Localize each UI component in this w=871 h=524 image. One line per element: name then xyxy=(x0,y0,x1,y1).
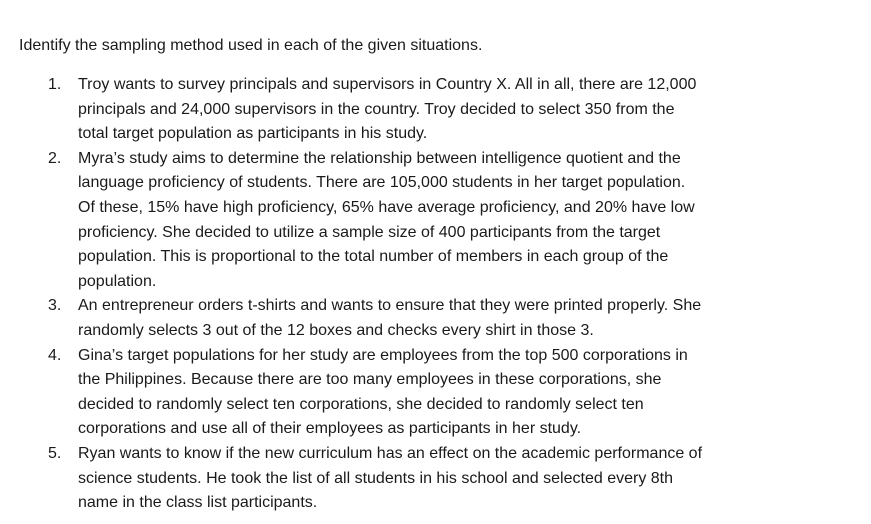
question-line: name in the class list participants. xyxy=(78,494,318,512)
question-line: Gina’s target populations for her study are employees from the top 500 corporations in xyxy=(78,346,688,364)
question-line: Myra’s study aims to determine the relationship between intelligence quotient and the xyxy=(78,149,681,167)
question-line: science students. He took the list of all students in his school and selected every 8th xyxy=(78,469,673,487)
question-line: proficiency. She decided to utilize a sample size of 400 participants from the target xyxy=(78,223,661,241)
question-number: 1. xyxy=(48,76,62,93)
question-line: principals and 24,000 supervisors in the country. Troy decided to select 350 from the xyxy=(78,100,675,118)
question-item-2 xyxy=(48,147,808,295)
question-number: 5. xyxy=(48,444,62,462)
question-number: 3. xyxy=(48,297,62,315)
question-item-5 xyxy=(48,442,808,516)
question-line: language proficiency of students. There are 105,000 students in her target population. xyxy=(78,174,686,192)
question-line: randomly selects 3 out of the 12 boxes and checks every shirt in those 3. xyxy=(78,321,594,339)
question-line: Of these, 15% have high proficiency, 65% have average proficiency, and 20% have low xyxy=(78,198,695,216)
question-line: corporations and use all of their employees as participants in her study. xyxy=(78,420,582,438)
question-line: population. xyxy=(78,272,157,290)
question-item-3 xyxy=(48,294,808,343)
question-line: Ryan wants to know if the new curriculum has an effect on the academic performance of xyxy=(78,444,703,462)
question-item-1 xyxy=(48,73,808,147)
question-line: decided to randomly select ten corporations, she decided to randomly select ten xyxy=(78,395,644,413)
question-line: population. This is proportional to the total number of members in each group of the xyxy=(78,248,669,266)
question-line: total target population as participants in his study. xyxy=(78,125,428,143)
question-line: Troy wants to survey principals and supervisors in Country X. All in all, there are 12,000 xyxy=(78,76,697,93)
question-line: An entrepreneur orders t-shirts and wants to ensure that they were printed properly. She xyxy=(78,297,702,315)
question-number: 2. xyxy=(48,149,62,167)
question-number: 4. xyxy=(48,346,62,364)
question-line: the Philippines. Because there are too many employees in these corporations, she xyxy=(78,371,662,389)
instruction-text: Identify the sampling method used in each of the given situations. xyxy=(19,37,483,54)
question-list xyxy=(48,73,808,516)
question-item-4 xyxy=(48,344,808,442)
